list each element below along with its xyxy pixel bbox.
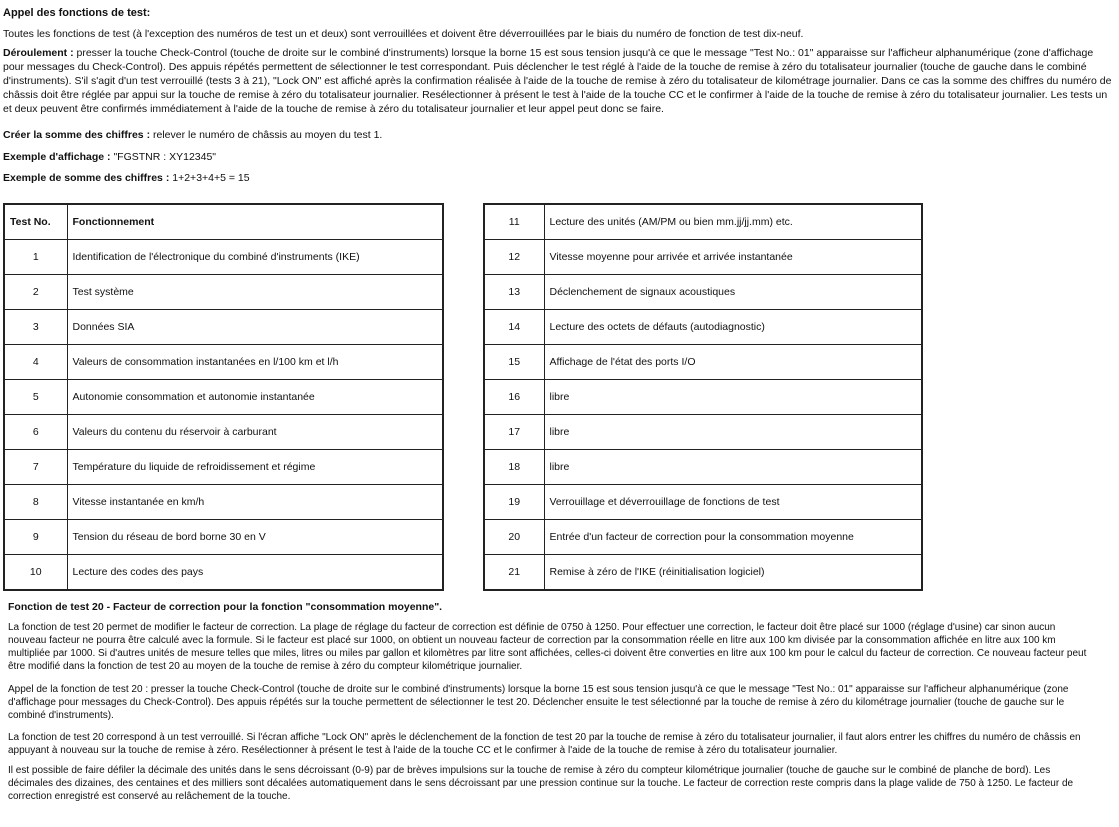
test-table-right <box>483 203 923 591</box>
test-number: 10 <box>4 555 67 591</box>
exemple-somme-text: 1+2+3+4+5 = 15 <box>169 172 250 184</box>
test-number: 16 <box>484 380 544 415</box>
table-row <box>484 240 922 275</box>
table-row <box>484 450 922 485</box>
table-row <box>484 345 922 380</box>
exemple-affichage-label: Exemple d'affichage : <box>3 151 111 163</box>
deroulement-paragraph <box>3 46 1113 116</box>
table-row <box>4 555 443 591</box>
test-function-label: Identification de l'électronique du combiné d'instruments (IKE) <box>67 240 443 275</box>
test-function-label: Lecture des codes des pays <box>67 555 443 591</box>
test-number: 6 <box>4 415 67 450</box>
test-function-label: Affichage de l'état des ports I/O <box>544 345 922 380</box>
table-row <box>484 275 922 310</box>
test-number: 11 <box>484 204 544 240</box>
section-test20-paragraph-2: Appel de la fonction de test 20 : presser la touche Check-Control (touche de droite sur le combiné d'instruments) lorsque la borne 15 est sous tension jusqu'à ce que le message "Test No.: 01" apparaisse sur l'afficheur alphanumérique (zone d'affichage pour messages du Check-Control). Des appuis répétés sur la touche permettent de sélectionner le test 20. Déclencher ensuite le test sélectionné par la touche de remise à zéro du kilométrage journalier (touche de gauche sur le combiné d'instruments). <box>8 684 1069 721</box>
table-row <box>484 380 922 415</box>
section-test20-title: Fonction de test 20 - Facteur de correction pour la fonction "consommation moyenne". <box>8 601 443 613</box>
column-header-fonctionnement: Fonctionnement <box>67 204 443 240</box>
deroulement-label: Déroulement : <box>3 47 74 59</box>
exemple-somme-label: Exemple de somme des chiffres : <box>3 172 170 184</box>
test-number: 5 <box>4 380 67 415</box>
test-number: 12 <box>484 240 544 275</box>
table-row <box>484 415 922 450</box>
somme-label: Créer la somme des chiffres : <box>3 129 151 141</box>
table-row <box>4 345 443 380</box>
page-title: Appel des fonctions de test: <box>3 7 151 19</box>
test-number: 1 <box>4 240 67 275</box>
exemple-somme <box>3 171 1113 185</box>
test-function-label: Déclenchement de signaux acoustiques <box>544 275 922 310</box>
test-number: 21 <box>484 555 544 591</box>
test-number: 2 <box>4 275 67 310</box>
column-header-test-no: Test No. <box>4 204 67 240</box>
test-number: 14 <box>484 310 544 345</box>
table-row <box>484 485 922 520</box>
test-function-label: Entrée d'un facteur de correction pour la consommation moyenne <box>544 520 922 555</box>
test-function-label: libre <box>544 415 922 450</box>
test-number: 4 <box>4 345 67 380</box>
exemple-affichage <box>3 150 1113 164</box>
table-row <box>4 310 443 345</box>
test-number: 17 <box>484 415 544 450</box>
test-number: 13 <box>484 275 544 310</box>
table-row <box>4 450 443 485</box>
test-function-label: Valeurs du contenu du réservoir à carburant <box>67 415 443 450</box>
test-function-label: Remise à zéro de l'IKE (réinitialisation logiciel) <box>544 555 922 591</box>
table-header-row <box>4 204 443 240</box>
table-row <box>4 520 443 555</box>
section-test20-paragraph-4: Il est possible de faire défiler la décimale des unités dans le sens décroissant (0-9) par de brèves impulsions sur la touche de remise à zéro du compteur kilométrique journalier (touche de gauche sur le combiné de planche de bord). Les décimales des dizaines, des centaines et des milliers sont décalées automatiquement dans le sens décroissant par une pression continue sur la touche. Le facteur de correction reste compris dans la plage valide de 750 à 1250. Le facteur de correction enregistré est conservé au relâchement de la touche. <box>8 765 1074 802</box>
table-row <box>4 415 443 450</box>
test-function-label: Autonomie consommation et autonomie instantanée <box>67 380 443 415</box>
test-function-label: Verrouillage et déverrouillage de fonctions de test <box>544 485 922 520</box>
test-number: 3 <box>4 310 67 345</box>
somme-paragraph <box>3 128 1113 142</box>
section-test20-paragraph-1: La fonction de test 20 permet de modifier le facteur de correction. La plage de réglage du facteur de correction est définie de 0750 à 1250. Pour effectuer une correction, le facteur doit être placé sur 1000 (réglage d'usine) car sinon aucun nouveau facteur ne pourra être calculé avec la formule. Si le facteur est placé sur 1000, on obtient un nouveau facteur de correction par la consommation réelle en litre aux 100 km divisée par la consommation affichée en litre aux 100 km multipliée par 1000. Si d'autres unités de mesure telles que miles, litres ou miles par gallon et kilomètres par litre sont affichées, celles-ci doivent être converties en litre aux 100 km pour le calcul du facteur de correction. Ce nouveau facteur peut être modifié dans la fonction de test 20 au moyen de la touche de remise à zéro du compteur kilométrique journalier. <box>8 622 1087 672</box>
test-function-label: Vitesse instantanée en km/h <box>67 485 443 520</box>
test-number: 19 <box>484 485 544 520</box>
somme-text: relever le numéro de châssis au moyen du test 1. <box>150 129 383 141</box>
test-function-label: libre <box>544 450 922 485</box>
table-row <box>484 310 922 345</box>
test-number: 20 <box>484 520 544 555</box>
table-row <box>484 520 922 555</box>
test-number: 18 <box>484 450 544 485</box>
test-function-label: Lecture des unités (AM/PM ou bien mm.jj/jj.mm) etc. <box>544 204 922 240</box>
table-row <box>484 204 922 240</box>
deroulement-text: presser la touche Check-Control (touche de droite sur le combiné d'instruments) lorsque la borne 15 est sous tension jusqu'à ce que le message "Test No.: 01" apparaisse sur l'afficheur alphanumérique (zone d'affichage pour messages du Check-Control). Des appuis répétés permettent de sélectionner le test correspondant. Puis déclencher le test réglé à l'aide de la touche de remise à zéro du totalisateur journalier (touche de gauche dans le combiné d'instruments). S'il s'agit d'un test verrouillé (tests 3 à 21), "Lock ON" est affiché après la confirmation réalisée à l'aide de la touche de remise à zéro du totalisateur de kilométrage journalier. Dans ce cas la somme des chiffres du numéro de châssis doit être réglée par appui sur la touche de remise à zéro du totalisateur journalier. Resélectionner à présent le test à l'aide de la touche CC et le confirmer à l'aide de la touche de remise à zéro du totalisateur journalier. Les tests un et deux peuvent être confirmés immédiatement à l'aide de la touche de remise à zéro du totalisateur journalier et leur appel peut donc se faire. <box>3 47 1112 115</box>
test-function-label: Test système <box>67 275 443 310</box>
exemple-affichage-text: "FGSTNR : XY12345" <box>110 151 217 163</box>
test-function-label: Données SIA <box>67 310 443 345</box>
test-table-left-body <box>4 204 443 590</box>
test-table-left <box>3 203 444 591</box>
intro-paragraph: Toutes les fonctions de test (à l'exception des numéros de test un et deux) sont verrouillées et doivent être déverrouillées par le biais du numéro de fonction de test dix-neuf. <box>3 28 804 40</box>
table-row <box>4 275 443 310</box>
table-row <box>4 380 443 415</box>
test-number: 15 <box>484 345 544 380</box>
test-function-label: libre <box>544 380 922 415</box>
table-row <box>4 240 443 275</box>
test-function-label: Valeurs de consommation instantanées en l/100 km et l/h <box>67 345 443 380</box>
test-function-label: Température du liquide de refroidissement et régime <box>67 450 443 485</box>
table-row <box>484 555 922 591</box>
test-function-label: Lecture des octets de défauts (autodiagnostic) <box>544 310 922 345</box>
test-number: 7 <box>4 450 67 485</box>
test-function-label: Tension du réseau de bord borne 30 en V <box>67 520 443 555</box>
table-row <box>4 485 443 520</box>
test-number: 8 <box>4 485 67 520</box>
test-table-right-body <box>484 204 922 590</box>
test-function-label: Vitesse moyenne pour arrivée et arrivée instantanée <box>544 240 922 275</box>
section-test20-paragraph-3: La fonction de test 20 correspond à un test verrouillé. Si l'écran affiche "Lock ON" après le déclenchement de la fonction de test 20 par la touche de remise à zéro du totalisateur journalier, il faut alors entrer les chiffres du numéro de châssis en appuyant à nouveau sur la touche de remise à zéro. Resélectionner à présent le test à l'aide de la touche CC et le confirmer à l'aide de la touche de remise à zéro du totalisateur journalier. <box>8 732 1081 756</box>
test-number: 9 <box>4 520 67 555</box>
